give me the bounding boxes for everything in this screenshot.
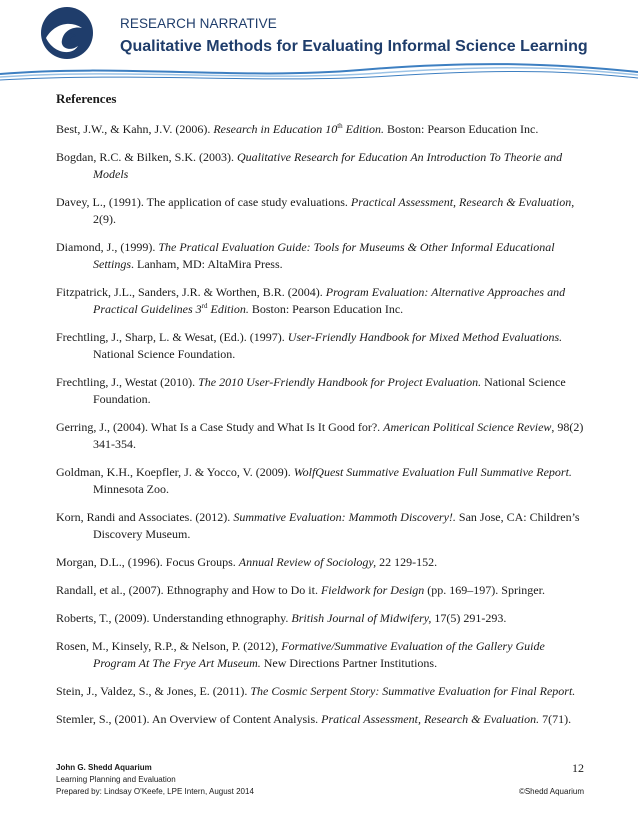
reference-authors: Morgan, D.L., (1996). Focus Groups. bbox=[56, 555, 239, 569]
references-list bbox=[56, 121, 586, 728]
reference-title: Annual Review of Sociology, bbox=[238, 555, 377, 569]
reference-entry bbox=[56, 284, 586, 318]
reference-rest: 7(71). bbox=[539, 712, 572, 726]
header-kicker: RESEARCH NARRATIVE bbox=[120, 16, 277, 31]
reference-title: British Journal of Midwifery, bbox=[291, 611, 432, 625]
reference-rest: New Directions Partner Institutions. bbox=[260, 656, 438, 670]
reference-rest: 17(5) 291-293. bbox=[431, 611, 507, 625]
footer-prepared-by: Prepared by: Lindsay O’Keefe, LPE Intern, August 2014 bbox=[56, 787, 254, 796]
header-wave-divider bbox=[0, 60, 638, 86]
reference-title: Pratical Assessment, Research & Evaluation. bbox=[321, 712, 540, 726]
reference-authors: Goldman, K.H., Koepfler, J. & Yocco, V. (2009). bbox=[56, 465, 294, 479]
reference-rest: National Science Foundation. bbox=[93, 375, 566, 406]
reference-authors: Randall, et al., (2007). Ethnography and How to Do it. bbox=[56, 583, 321, 597]
reference-authors: Roberts, T., (2009). Understanding ethnography. bbox=[56, 611, 292, 625]
reference-entry bbox=[56, 711, 586, 728]
page-footer bbox=[56, 762, 584, 798]
reference-authors: Frechtling, J., Westat (2010). bbox=[56, 375, 199, 389]
reference-entry bbox=[56, 329, 586, 363]
reference-title: Summative Evaluation: Mammoth Discovery!. bbox=[233, 510, 456, 524]
page-header bbox=[0, 0, 638, 84]
reference-title: The Cosmic Serpent Story: Summative Evaluation for Final Report. bbox=[250, 684, 576, 698]
reference-title: The 2010 User-Friendly Handbook for Project Evaluation. bbox=[198, 375, 482, 389]
reference-authors: Fitzpatrick, J.L., Sanders, J.R. & Worthen, B.R. (2004). bbox=[56, 285, 326, 299]
reference-title: Fieldwork for Design bbox=[320, 583, 425, 597]
footer-department: Learning Planning and Evaluation bbox=[56, 775, 176, 784]
reference-title: User-Friendly Handbook for Mixed Method Evaluations. bbox=[287, 330, 563, 344]
reference-title: Research in Education 10 bbox=[213, 122, 338, 136]
reference-authors: Best, J.W., & Kahn, J.V. (2006). bbox=[56, 122, 214, 136]
references-heading: References bbox=[56, 91, 117, 106]
reference-rest: Minnesota Zoo. bbox=[93, 482, 169, 496]
reference-title: WolfQuest Summative Evaluation Full Summative Report. bbox=[293, 465, 572, 479]
reference-rest: (pp. 169–197). Springer. bbox=[424, 583, 545, 597]
reference-entry bbox=[56, 582, 586, 599]
reference-entry bbox=[56, 638, 586, 672]
references-section bbox=[56, 91, 586, 739]
reference-rest: . Lanham, MD: AltaMira Press. bbox=[131, 257, 283, 271]
reference-authors: Stein, J., Valdez, S., & Jones, E. (2011). bbox=[56, 684, 251, 698]
shedd-logo-icon bbox=[40, 6, 94, 60]
reference-rest: , 98(2) 341-354. bbox=[93, 420, 584, 451]
reference-entry bbox=[56, 554, 586, 571]
reference-title: Formative/Summative Evaluation of the Gallery Guide Program At The Frye Art Museum. bbox=[93, 639, 545, 670]
reference-rest: Boston: Pearson Education Inc. bbox=[384, 122, 539, 136]
reference-entry bbox=[56, 149, 586, 183]
reference-entry bbox=[56, 239, 586, 273]
reference-rest: 22 129-152. bbox=[376, 555, 438, 569]
reference-rest: National Science Foundation. bbox=[93, 347, 236, 361]
reference-entry bbox=[56, 419, 586, 453]
reference-title: The Pratical Evaluation Guide: Tools for Museums & Other Informal Educational Settings bbox=[93, 240, 555, 271]
reference-superscript: th bbox=[337, 122, 343, 130]
reference-entry bbox=[56, 509, 586, 543]
reference-entry bbox=[56, 464, 586, 498]
reference-title-cont: Edition. bbox=[207, 302, 249, 316]
reference-authors: Diamond, J., (1999). bbox=[56, 240, 159, 254]
reference-authors: Stemler, S., (2001). An Overview of Content Analysis. bbox=[56, 712, 322, 726]
reference-authors: Rosen, M., Kinsely, R.P., & Nelson, P. (2012), bbox=[56, 639, 282, 653]
reference-entry bbox=[56, 610, 586, 627]
footer-copyright: ©Shedd Aquarium bbox=[518, 787, 584, 796]
reference-authors: Frechtling, J., Sharp, L. & Wesat, (Ed.). (1997). bbox=[56, 330, 288, 344]
footer-organization: John G. Shedd Aquarium bbox=[56, 763, 152, 772]
reference-title: American Political Science Review bbox=[383, 420, 552, 434]
reference-rest: Boston: Pearson Education Inc. bbox=[248, 302, 404, 316]
reference-entry bbox=[56, 121, 586, 138]
reference-rest: , 2(9). bbox=[93, 195, 575, 226]
reference-authors: Korn, Randi and Associates. (2012). bbox=[56, 510, 234, 524]
reference-entry bbox=[56, 374, 586, 408]
reference-title: Qualitative Research for Education An Introduction To Theorie and Models bbox=[93, 150, 563, 181]
reference-authors: Gerring, J., (2004). What Is a Case Study and What Is It Good for?. bbox=[56, 420, 384, 434]
reference-entry bbox=[56, 683, 586, 700]
reference-title-cont: Edition. bbox=[342, 122, 385, 136]
reference-superscript: rd bbox=[201, 302, 208, 310]
reference-title: Practical Assessment, Research & Evaluation bbox=[350, 195, 572, 209]
document-title: Qualitative Methods for Evaluating Informal Science Learning bbox=[120, 38, 588, 55]
reference-authors: Davey, L., (1991). The application of case study evaluations. bbox=[56, 195, 351, 209]
reference-rest: San Jose, CA: Children’s Discovery Museum. bbox=[93, 510, 580, 541]
reference-entry bbox=[56, 194, 586, 228]
reference-title: Program Evaluation: Alternative Approaches and Practical Guidelines 3 bbox=[93, 285, 566, 316]
reference-authors: Bogdan, R.C. & Bilken, S.K. (2003). bbox=[56, 150, 238, 164]
page-number: 12 bbox=[572, 761, 584, 775]
